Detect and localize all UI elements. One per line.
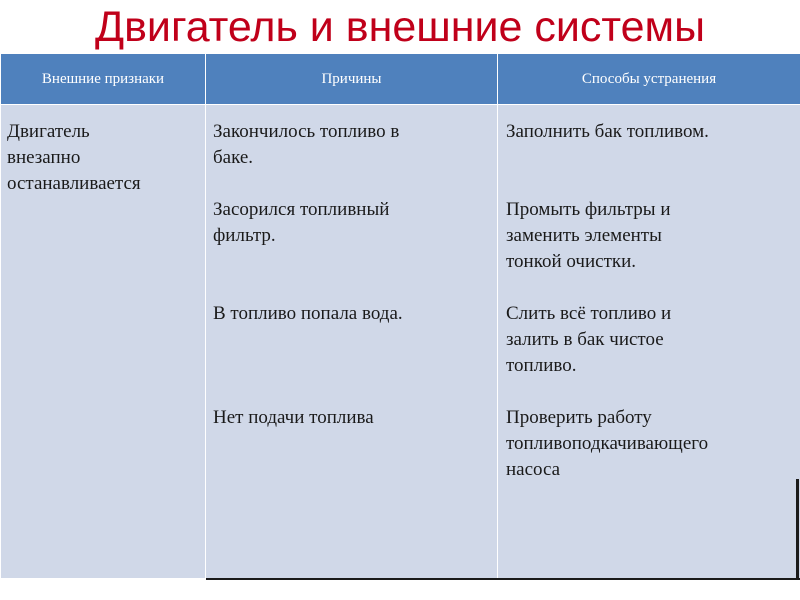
symptom-line: Двигатель [7, 121, 90, 142]
troubleshooting-table [1, 54, 800, 578]
remedies-cell [498, 105, 800, 578]
cause-item [213, 119, 497, 171]
remedy-line: залить в бак чистое [506, 329, 664, 350]
table-row [1, 105, 800, 578]
cause-line: Нет подачи топлива [213, 407, 374, 428]
cause-item [213, 197, 497, 249]
remedy-line: Слить всё топливо и [506, 303, 672, 324]
remedy-line: заменить элементы [506, 225, 662, 246]
remedy-item [506, 119, 800, 145]
remedy-item [506, 197, 800, 275]
cause-item [213, 405, 497, 431]
remedy-line: Заполнить бак топливом. [506, 121, 709, 142]
table-bottom-border [206, 578, 800, 580]
remedy-line: Промыть фильтры и [506, 199, 671, 220]
symptom-line: останавливается [7, 173, 141, 194]
table-edge-shadow [796, 479, 799, 578]
remedy-item [506, 301, 800, 379]
remedy-line: топливоподкачивающего [506, 433, 709, 454]
table-header-row [1, 54, 800, 104]
cause-line: В топливо попала вода. [213, 303, 403, 324]
cause-item [213, 301, 497, 327]
symptom-line: внезапно [7, 147, 81, 168]
header-remedies: Способы устранения [581, 70, 717, 87]
symptom-cell [1, 105, 205, 578]
cause-line: Засорился топливный [213, 199, 390, 220]
slide-title: Двигатель и внешние системы [94, 3, 706, 51]
causes-cell [206, 105, 497, 578]
remedy-line: тонкой очистки. [506, 251, 637, 272]
cause-line: баке. [213, 147, 254, 168]
remedy-line: насоса [506, 459, 561, 480]
remedy-line: Проверить работу [506, 407, 652, 428]
header-causes: Причины [321, 70, 382, 87]
symptom-text [7, 119, 205, 197]
header-symptoms: Внешние признаки [41, 70, 165, 87]
cause-line: Закончилось топливо в [213, 121, 400, 142]
remedy-item [506, 405, 800, 483]
cause-line: фильтр. [213, 225, 276, 246]
remedy-line: топливо. [506, 355, 577, 376]
